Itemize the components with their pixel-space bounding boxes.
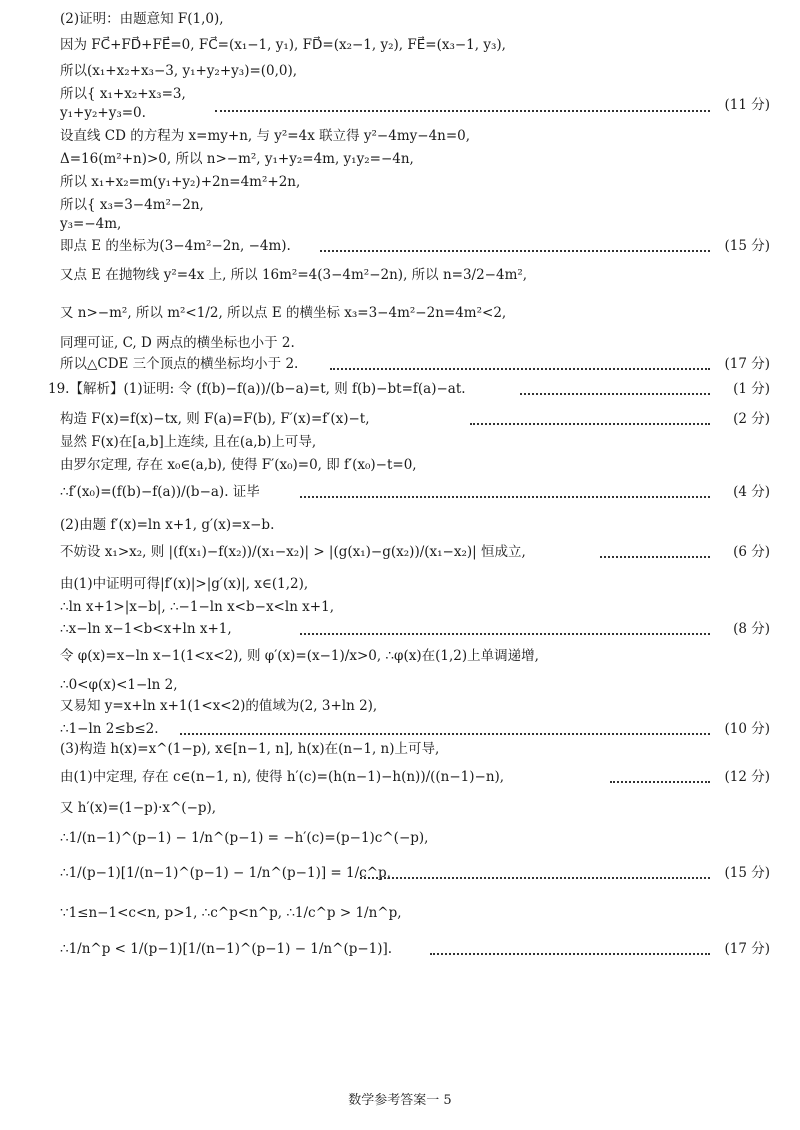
- text-line: ∴ln x+1>|x−b|, ∴−1−ln x<b−x<ln x+1,: [60, 599, 334, 615]
- text-line: ∴1/(n−1)^(p−1) − 1/n^(p−1) = −h′(c)=(p−1)c^(−p),: [60, 830, 429, 846]
- text-line: 所以 x₁+x₂=m(y₁+y₂)+2n=4m²+2n,: [60, 174, 301, 190]
- leader-dots: [215, 110, 710, 112]
- leader-dots: [600, 556, 710, 558]
- text-line: 19.【解析】(1)证明: 令 (f(b)−f(a))/(b−a)=t, 则 f(b)−bt=f(a)−at.: [48, 381, 466, 397]
- score-label: (2 分): [733, 411, 770, 427]
- text-line: 令 φ(x)=x−ln x−1(1<x<2), 则 φ′(x)=(x−1)/x>0, ∴φ(x)在(1,2)上单调递增,: [60, 648, 539, 664]
- score-label: (17 分): [724, 356, 770, 372]
- score-label: (10 分): [724, 721, 770, 737]
- page-footer: 数学参考答案一 5: [348, 1093, 452, 1108]
- text-line: 不妨设 x₁>x₂, 则 |(f(x₁)−f(x₂))/(x₁−x₂)| > |(g(x₁)−g(x₂))/(x₁−x₂)| 恒成立,: [60, 544, 526, 560]
- text-line: 由罗尔定理, 存在 x₀∈(a,b), 使得 F′(x₀)=0, 即 f′(x₀)−t=0,: [60, 457, 417, 473]
- score-label: (6 分): [733, 544, 770, 560]
- score-label: (15 分): [724, 865, 770, 881]
- text-line: (3)构造 h(x)=x^(1−p), x∈[n−1, n], h(x)在(n−1, n)上可导,: [60, 741, 440, 757]
- text-line: 又 n>−m², 所以 m²<1/2, 所以点 E 的横坐标 x₃=3−4m²−2n=4m²<2,: [60, 305, 507, 321]
- text-line: y₁+y₂+y₃=0.: [60, 105, 146, 121]
- leader-dots: [520, 393, 710, 395]
- leader-dots: [430, 953, 710, 955]
- text-line: ∴f′(x₀)=(f(b)−f(a))/(b−a). 证毕: [60, 484, 260, 500]
- text-line: 由(1)中证明可得|f′(x)|>|g′(x)|, x∈(1,2),: [60, 576, 309, 592]
- score-label: (4 分): [733, 484, 770, 500]
- leader-dots: [300, 633, 710, 635]
- text-line: 因为 FC⃗+FD⃗+FE⃗=0, FC⃗=(x₁−1, y₁), FD⃗=(x₂−1, y₂), FE⃗=(x₃−1, y₃),: [60, 37, 506, 53]
- text-line: ∴1/n^p < 1/(p−1)[1/(n−1)^(p−1) − 1/n^(p−1)].: [60, 941, 393, 957]
- score-label: (11 分): [724, 97, 770, 113]
- text-line: y₃=−4m,: [60, 216, 122, 232]
- text-line: 设直线 CD 的方程为 x=my+n, 与 y²=4x 联立得 y²−4my−4n=0,: [60, 128, 471, 144]
- score-label: (12 分): [724, 769, 770, 785]
- text-line: Δ=16(m²+n)>0, 所以 n>−m², y₁+y₂=4m, y₁y₂=−4n,: [60, 151, 414, 167]
- score-label: (1 分): [733, 381, 770, 397]
- text-line: 即点 E 的坐标为(3−4m²−2n, −4m).: [60, 238, 291, 254]
- leader-dots: [610, 781, 710, 783]
- text-line: 所以(x₁+x₂+x₃−3, y₁+y₂+y₃)=(0,0),: [60, 63, 298, 79]
- leader-dots: [300, 496, 710, 498]
- score-label: (8 分): [733, 621, 770, 637]
- leader-dots: [180, 733, 710, 735]
- text-line: 又 h′(x)=(1−p)·x^(−p),: [60, 800, 217, 816]
- leader-dots: [330, 368, 710, 370]
- text-line: ∵1≤n−1<c<n, p>1, ∴c^p<n^p, ∴1/c^p > 1/n^p,: [60, 905, 402, 921]
- text-line: 构造 F(x)=f(x)−tx, 则 F(a)=F(b), F′(x)=f′(x)−t,: [60, 411, 370, 427]
- score-label: (15 分): [724, 238, 770, 254]
- text-line: 同理可证, C, D 两点的横坐标也小于 2.: [60, 335, 295, 351]
- text-line: (2)证明：由题意知 F(1,0),: [60, 11, 224, 27]
- text-line: ∴0<φ(x)<1−ln 2,: [60, 677, 178, 693]
- text-line: 所以△CDE 三个顶点的横坐标均小于 2.: [60, 356, 299, 372]
- text-line: ∴1−ln 2≤b≤2.: [60, 721, 159, 737]
- text-line: ∴x−ln x−1<b<x+ln x+1,: [60, 621, 232, 637]
- text-line: 所以{ x₁+x₂+x₃=3,: [60, 86, 186, 102]
- text-line: 又点 E 在抛物线 y²=4x 上, 所以 16m²=4(3−4m²−2n), 所以 n=3/2−4m²,: [60, 267, 528, 283]
- text-line: (2)由题 f′(x)=ln x+1, g′(x)=x−b.: [60, 517, 275, 533]
- text-line: 显然 F(x)在[a,b]上连续, 且在(a,b)上可导,: [60, 434, 317, 450]
- text-line: 又易知 y=x+ln x+1(1<x<2)的值域为(2, 3+ln 2),: [60, 698, 378, 714]
- leader-dots: [320, 250, 710, 252]
- score-label: (17 分): [724, 941, 770, 957]
- text-line: 由(1)中定理, 存在 c∈(n−1, n), 使得 h′(c)=(h(n−1)−h(n))/((n−1)−n),: [60, 769, 505, 785]
- text-line: 所以{ x₃=3−4m²−2n,: [60, 197, 204, 213]
- text-line: ∴1/(p−1)[1/(n−1)^(p−1) − 1/n^(p−1)] = 1/c^p,: [60, 865, 391, 881]
- leader-dots: [470, 423, 710, 425]
- leader-dots: [360, 877, 710, 879]
